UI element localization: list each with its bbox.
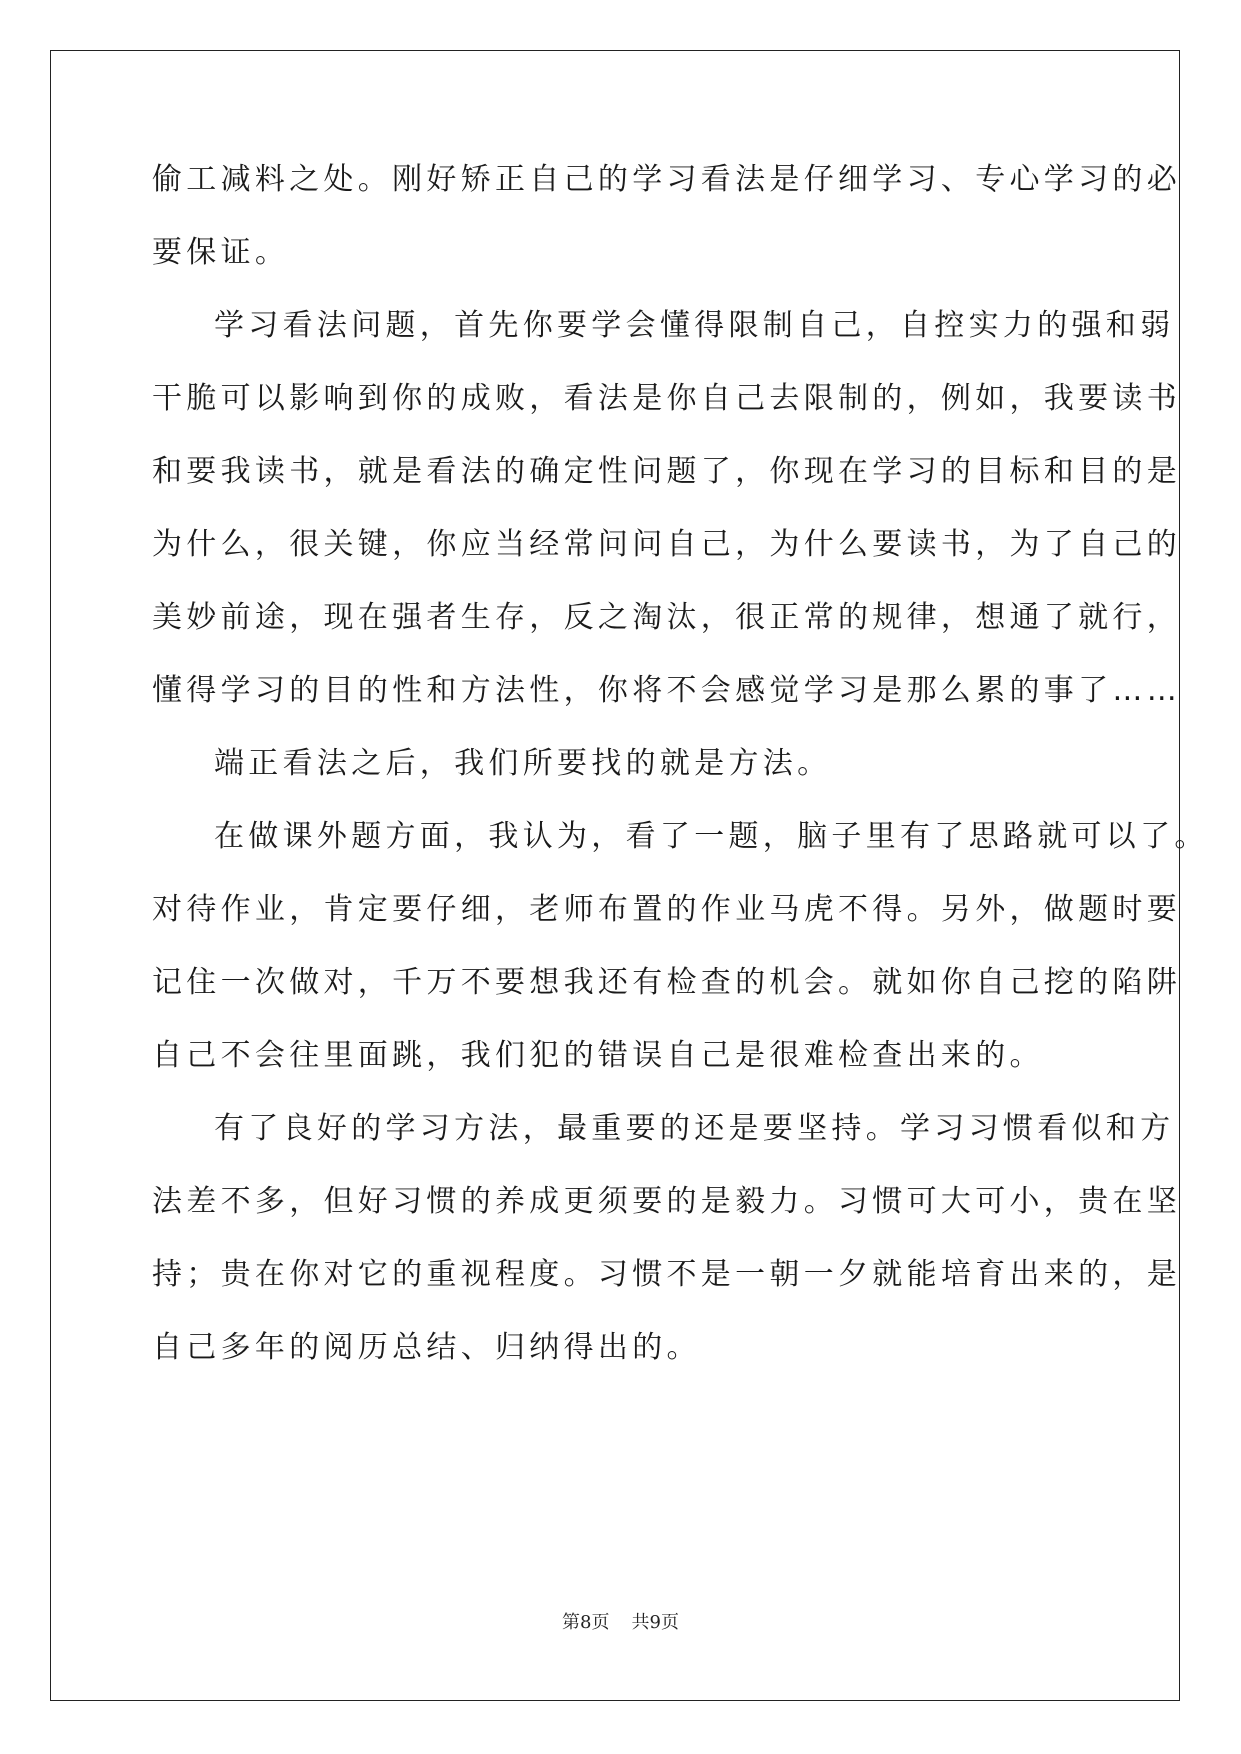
paragraph-first-line: 学习看法问题，首先你要学会懂得限制自己，自控实力的强和弱 (214, 308, 1175, 343)
text-line: 干脆可以影响到你的成败，看法是你自己去限制的，例如，我要读书 (152, 381, 1181, 416)
paragraph-first-line: 有了良好的学习方法，最重要的还是要坚持。学习习惯看似和方 (214, 1111, 1175, 1146)
text-line: 自己不会往里面跳，我们犯的错误自己是很难检查出来的。 (152, 1038, 1044, 1073)
current-page-number: 第8页 (562, 1612, 610, 1633)
text-line: 法差不多，但好习惯的养成更须要的是毅力。习惯可大可小，贵在坚 (152, 1184, 1181, 1219)
text-line: 要保证。 (152, 235, 290, 270)
text-line: 懂得学习的目的性和方法性，你将不会感觉学习是那么累的事了…… (152, 673, 1181, 708)
paragraph-first-line: 端正看法之后，我们所要找的就是方法。 (214, 746, 832, 781)
text-line: 自己多年的阅历总结、归纳得出的。 (152, 1330, 701, 1365)
page-border (50, 50, 1180, 1701)
text-line: 记住一次做对，千万不要想我还有检查的机会。就如你自己挖的陷阱 (152, 965, 1181, 1000)
paragraph-first-line: 在做课外题方面，我认为，看了一题，脑子里有了思路就可以了。 (214, 819, 1209, 854)
text-line: 为什么，很关键，你应当经常问问自己，为什么要读书，为了自己的 (152, 527, 1181, 562)
text-line: 和要我读书，就是看法的确定性问题了，你现在学习的目标和目的是 (152, 454, 1181, 489)
total-page-count: 共9页 (631, 1612, 679, 1633)
text-line: 美妙前途，现在强者生存，反之淘汰，很正常的规律，想通了就行， (152, 600, 1181, 635)
text-line: 对待作业，肯定要仔细，老师布置的作业马虎不得。另外，做题时要 (152, 892, 1181, 927)
text-line: 持；贵在你对它的重视程度。习惯不是一朝一夕就能培育出来的，是 (152, 1257, 1181, 1292)
text-line: 偷工减料之处。刚好矫正自己的学习看法是仔细学习、专心学习的必 (152, 162, 1181, 197)
page-footer (0, 1608, 1241, 1634)
